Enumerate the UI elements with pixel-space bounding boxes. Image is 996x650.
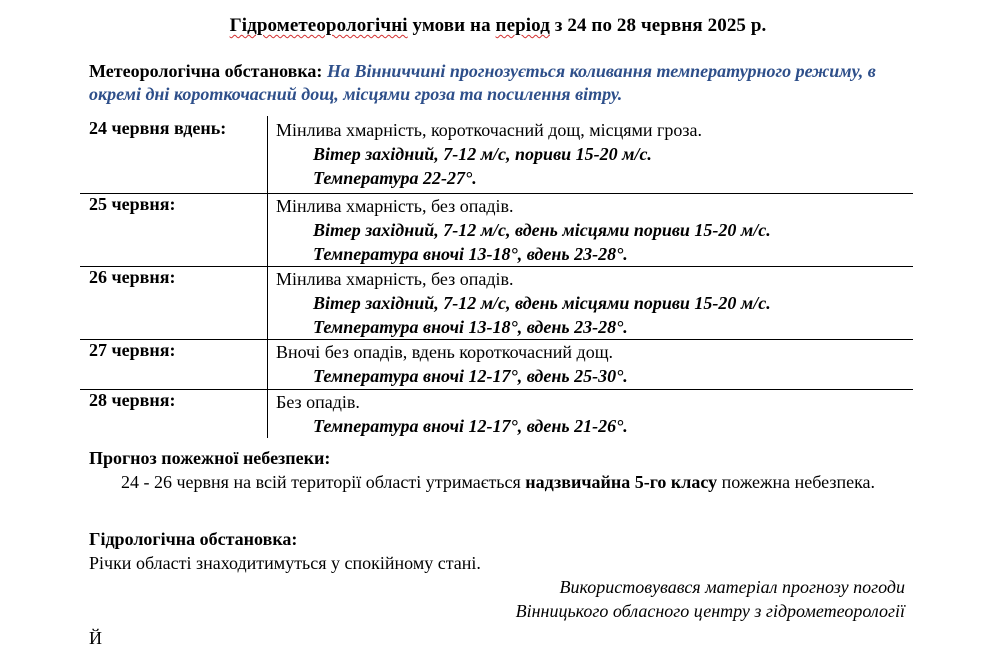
meteo-label: Метеорологічна обстановка: <box>89 61 327 81</box>
forecast-temperature: Температура вночі 12-17°, вдень 21-26°. <box>313 416 628 436</box>
forecast-day: 28 червня: <box>80 390 268 439</box>
table-row <box>80 194 913 267</box>
forecast-temperature: Температура вночі 13-18°, вдень 23-28°. <box>313 244 628 264</box>
table-row <box>80 390 913 439</box>
forecast-day: 26 червня: <box>80 267 268 340</box>
forecast-details <box>268 390 914 439</box>
forecast-weather: Мінлива хмарність, короткочасний дощ, місцями гроза. <box>276 120 703 140</box>
fire-danger-heading: Прогноз пожежної небезпеки: <box>89 448 331 468</box>
forecast-temperature: Температура вночі 12-17°, вдень 25-30°. <box>313 366 628 386</box>
forecast-wind: Вітер західний, 7-12 м/с, пориви 15-20 м/с. <box>313 144 652 164</box>
cutoff-footer-text: Й <box>89 628 102 648</box>
forecast-temperature: Температура 22-27°. <box>313 168 477 188</box>
forecast-day: 25 червня: <box>80 194 268 267</box>
meteorological-situation <box>89 60 919 106</box>
source-line-1: Використовувався матеріал прогнозу погоди <box>559 577 905 597</box>
document-title <box>0 15 996 37</box>
meteo-summary: На Вінниччині прогнозується коливання температурного режиму, в окремі дні короткочасний дощ, місцями гроза та посилення вітру. <box>89 61 876 104</box>
forecast-wind: Вітер західний, 7-12 м/с, вдень місцями пориви 15-20 м/с. <box>313 220 771 240</box>
forecast-day: 27 червня: <box>80 340 268 390</box>
title-word-period: період <box>495 15 550 36</box>
forecast-temperature: Температура вночі 13-18°, вдень 23-28°. <box>313 317 628 337</box>
hydrological-text: Річки області знаходитимуться у спокійному стані. <box>89 553 481 573</box>
fire-text-before: 24 - 26 червня на всій території області утримається <box>121 472 526 492</box>
source-line-2: Вінницького обласного центру з гідрометеорології <box>515 601 905 621</box>
table-row <box>80 267 913 340</box>
forecast-weather: Мінлива хмарність, без опадів. <box>276 196 514 216</box>
daily-forecast-table <box>80 116 913 438</box>
forecast-details <box>268 340 914 390</box>
forecast-weather: Без опадів. <box>276 392 360 412</box>
forecast-details <box>268 194 914 267</box>
forecast-day: 24 червня вдень: <box>80 116 268 194</box>
forecast-weather: Вночі без опадів, вдень короткочасний дощ. <box>276 342 614 362</box>
title-middle: умови на <box>407 15 496 36</box>
fire-danger-text <box>89 470 907 494</box>
fire-text-after: пожежна небезпека. <box>717 472 876 492</box>
hydrological-heading: Гідрологічна обстановка: <box>89 529 298 549</box>
title-word-hydromet: Гідрометеорологічні <box>229 15 408 36</box>
table-row <box>80 340 913 390</box>
forecast-details <box>268 116 914 194</box>
table-row <box>80 116 913 194</box>
source-note <box>516 575 905 623</box>
forecast-wind: Вітер західний, 7-12 м/с, вдень місцями пориви 15-20 м/с. <box>313 293 771 313</box>
title-suffix: з 24 по 28 червня 2025 р. <box>549 15 767 36</box>
forecast-weather: Мінлива хмарність, без опадів. <box>276 269 514 289</box>
forecast-details <box>268 267 914 340</box>
fire-danger-class: надзвичайна 5-го класу <box>525 472 718 492</box>
